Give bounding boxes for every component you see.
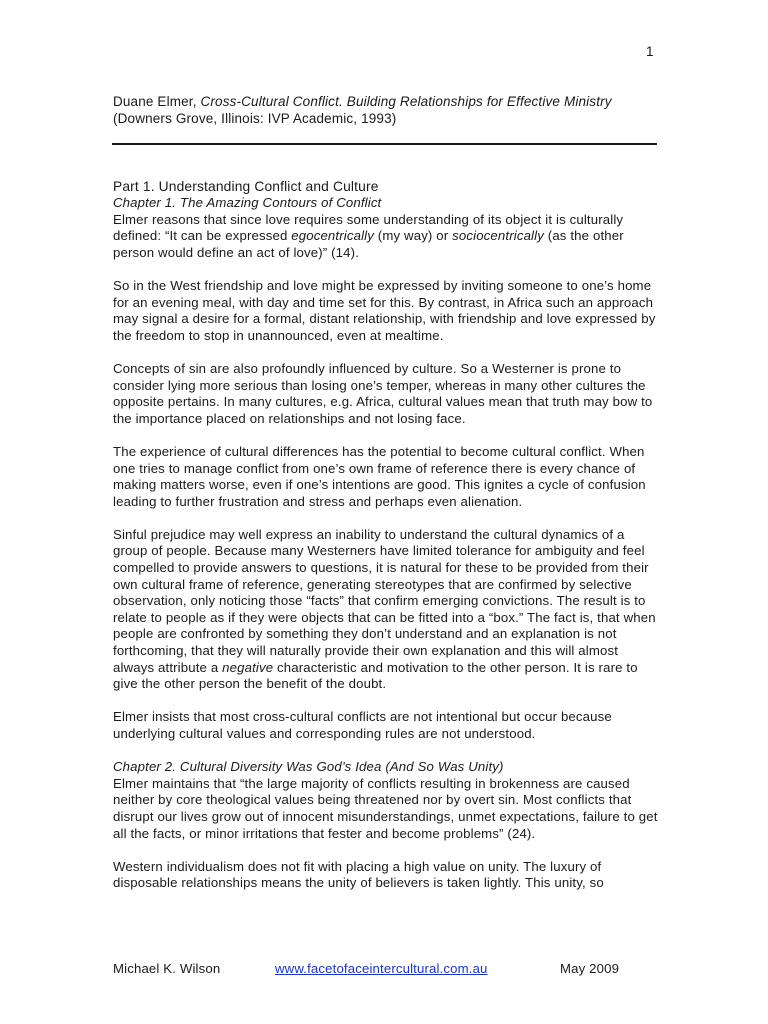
document-body xyxy=(113,178,658,909)
chapter-1-paragraph-3: Concepts of sin are also profoundly influenced by culture. So a Westerner is prone to consider lying more serious than losing one’s temper, whereas in many other cultures the opposite pertains. In many cultures, e.g. Africa, cultural values mean that truth may bow to the importance placed on relationships and not losing face. xyxy=(113,360,653,426)
emphasis-egocentrically: egocentrically xyxy=(291,228,374,244)
page-footer xyxy=(113,961,658,981)
footer-date: May 2009 xyxy=(560,961,620,976)
emphasis-negative: negative xyxy=(222,659,274,675)
chapter-1-paragraph-1 xyxy=(113,212,658,262)
footer-website-link[interactable]: www.facetofaceintercultural.com.au xyxy=(275,961,488,976)
text-span: (as the other person would define an act of love)” (14). xyxy=(113,228,624,260)
chapter-1-heading: Chapter 1. The Amazing Contours of Conflict xyxy=(113,195,382,210)
text-span: characteristic and motivation to the other person. It is rare to give the other person the benefit of the doubt. xyxy=(113,659,638,692)
chapter-2-paragraph-1: Elmer maintains that “the large majority of conflicts resulting in brokenness are caused neither by core theological values being threatened nor by overt sin. Most conflicts that disrupt our lives grow out of innocent misunderstandings, unmet expectations, failure to get all the facts, or minor irritations that fester and become problems” (24). xyxy=(113,775,658,841)
citation xyxy=(113,93,673,127)
part-heading: Part 1. Understanding Conflict and Culture xyxy=(113,179,379,194)
emphasis-sociocentrically: sociocentrically xyxy=(452,228,544,244)
chapter-2-heading: Chapter 2. Cultural Diversity Was God’s Idea (And So Was Unity) xyxy=(113,759,504,775)
header-divider xyxy=(112,143,657,145)
chapter-1-paragraph-6: Elmer insists that most cross-cultural conflicts are not intentional but occur because underlying cultural values and corresponding rules are not understood. xyxy=(113,709,612,741)
text-span: Elmer reasons that since love requires some understanding of its object it is culturally defined: “It can be expressed xyxy=(113,211,624,244)
footer-author: Michael K. Wilson xyxy=(113,961,221,976)
text-span: Sinful prejudice may well express an inability to understand the cultural dynamics of a group of people. Because many Westerners have limited tolerance for ambiguity and feel compelled to provide answers to questions, it is natural for these to be provided from their own cultural frame of reference, generating stereotypes that are confirmed by selective observation, only noticing those “facts” that confirm emerging convictions. The result is to relate to people as if they were objects that can be fitted into a “box.” The fact is, that when people are confronted by something they don’t understand and an explanation is not forthcoming, that they will naturally provide their own explanation and this will almost always attribute a xyxy=(113,526,656,675)
citation-title: Cross-Cultural Conflict. Building Relationships for Effective Ministry xyxy=(200,94,612,109)
chapter-1-paragraph-5 xyxy=(113,527,658,693)
page-number: 1 xyxy=(646,44,654,59)
text-span: (my way) or xyxy=(373,228,453,244)
chapter-1-paragraph-4: The experience of cultural differences has the potential to become cultural conflict. When one tries to manage conflict from one’s own frame of reference there is every chance of making matters worse, even if one’s intentions are good. This ignites a cycle of confusion leading to further frustration and stress and perhaps even alienation. xyxy=(113,443,646,509)
chapter-2-paragraph-2: Western individualism does not fit with placing a high value on unity. The luxury of disposable relationships means the unity of believers is taken lightly. This unity, so xyxy=(113,858,604,891)
citation-author: Duane Elmer, xyxy=(113,94,201,109)
chapter-1-paragraph-2: So in the West friendship and love might be expressed by inviting someone to one’s home for an evening meal, with day and time set for this. By contrast, in Africa such an approach may signal a desire for a formal, distant relationship, with friendship and love expressed by the freedom to stop in unannounced, even at mealtime. xyxy=(113,277,656,343)
citation-publication: (Downers Grove, Illinois: IVP Academic, 1993) xyxy=(113,111,397,126)
